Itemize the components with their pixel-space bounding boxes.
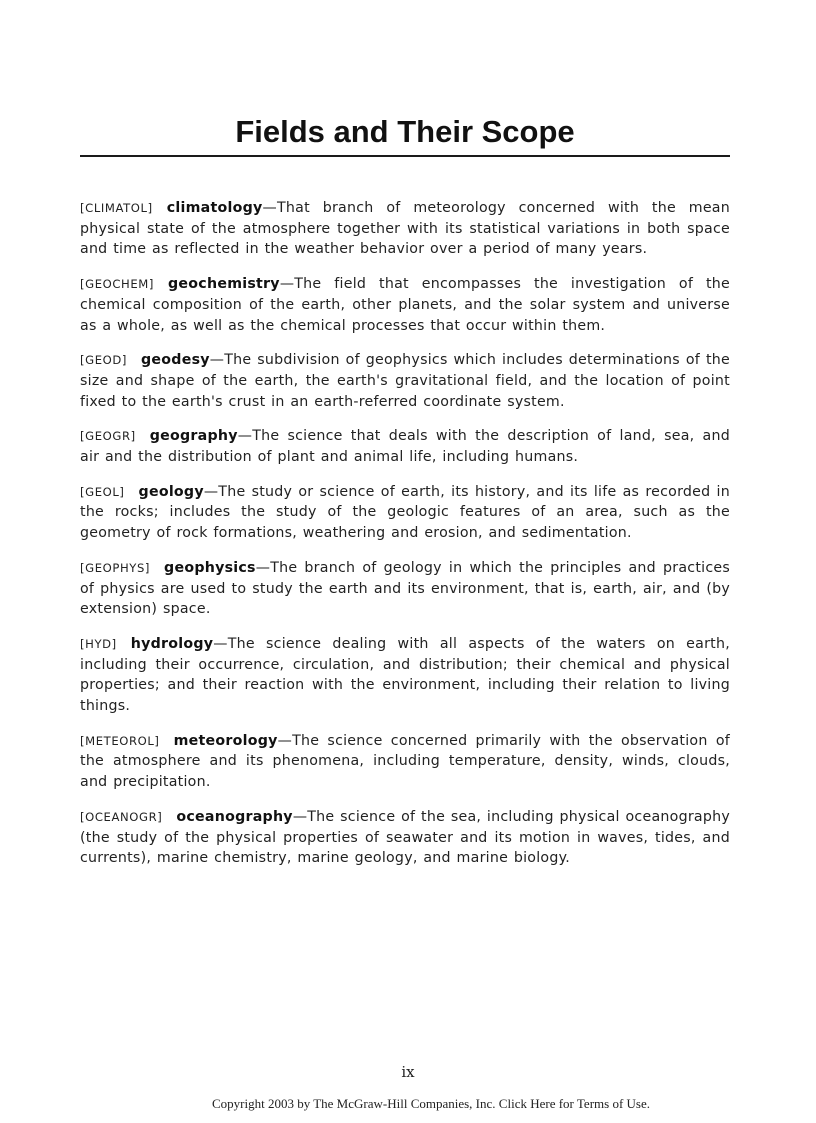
entry-abbreviation: [CLIMATOL]: [80, 201, 153, 215]
entry-climatology: [80, 198, 730, 260]
entry-definition: —The study or science of earth, its history, and its life as recorded in the rocks; includes the study of the geologic features of an area, such as the geometry of rock formations, weathering and erosion, and sedimentation.: [80, 483, 730, 542]
entry-definition: —The science of the sea, including physical oceanography (the study of the physical properties of seawater and its motion in waves, tides, and currents), marine chemistry, marine geology, and marine biology.: [80, 808, 730, 867]
entry-definition: —The branch of geology in which the principles and practices of physics are used to study the earth and its environment, that is, earth, air, and (by extension) space.: [80, 559, 730, 618]
page-number: ix: [401, 1063, 415, 1081]
entry-term: oceanography: [176, 808, 293, 825]
entry-term: geodesy: [141, 352, 210, 369]
entry-geodesy: [80, 350, 730, 412]
entry-abbreviation: [GEOPHYS]: [80, 560, 151, 575]
entry-geography: [80, 426, 730, 467]
entry-definition: —The subdivision of geophysics which includes determinations of the size and shape of the earth, the earth's gravitational field, and the location of point fixed to the earth's crust in an earth-referred coordinate system.: [80, 352, 730, 410]
entry-geology: [80, 482, 730, 544]
entry-abbreviation: [METEOROL]: [80, 733, 160, 748]
entry-definition: —The science dealing with all aspects of the waters on earth, including their occurrence, circulation, and distribution; their chemical and physical properties; and their reaction with the environment, including their relation to living things.: [80, 635, 730, 715]
entry-term: geology: [138, 483, 204, 500]
entry-abbreviation: [GEOCHEM]: [80, 277, 155, 292]
entry-geochemistry: [80, 274, 730, 336]
entry-hydrology: [80, 634, 730, 717]
entry-term: geophysics: [164, 559, 256, 576]
entry-abbreviation: [HYD]: [80, 636, 117, 651]
entry-list: [80, 198, 730, 883]
entry-meteorology: [80, 731, 730, 793]
entry-term: geochemistry: [168, 276, 280, 293]
entry-definition: —The field that encompasses the investigation of the chemical composition of the earth, other planets, and the solar system and universe as a whole, as well as the chemical processes that occur within them.: [80, 276, 730, 334]
entry-abbreviation: [GEOGR]: [80, 429, 136, 444]
title-rule: [80, 155, 730, 157]
entry-definition: —The science that deals with the description of land, sea, and air and the distribution of plant and animal life, including humans.: [80, 428, 730, 466]
entry-term: geography: [149, 428, 238, 445]
entry-oceanography: [80, 807, 730, 869]
entry-definition: —That branch of meteorology concerned with the mean physical state of the atmosphere together with its statistical variations in both space and time as reflected in the weather behavior over a period of many years.: [80, 200, 730, 258]
entry-term: hydrology: [130, 635, 214, 652]
terms-of-use-link[interactable]: Click Here for Terms of Use.: [498, 1096, 650, 1111]
entry-abbreviation: [GEOL]: [80, 484, 125, 499]
entry-abbreviation: [OCEANOGR]: [80, 809, 163, 824]
entry-definition: —The science concerned primarily with the observation of the atmosphere and its phenomena, including temperature, density, winds, clouds, and precipitation.: [80, 732, 730, 791]
copyright-text: Copyright 2003 by The McGraw-Hill Companies, Inc.: [211, 1096, 499, 1111]
entry-abbreviation: [GEOD]: [80, 353, 128, 368]
page-title: Fields and Their Scope: [235, 114, 575, 149]
entry-geophysics: [80, 558, 730, 620]
entry-term: climatology: [166, 200, 263, 216]
copyright-notice: [0, 1096, 816, 1112]
entry-term: meteorology: [173, 732, 278, 749]
